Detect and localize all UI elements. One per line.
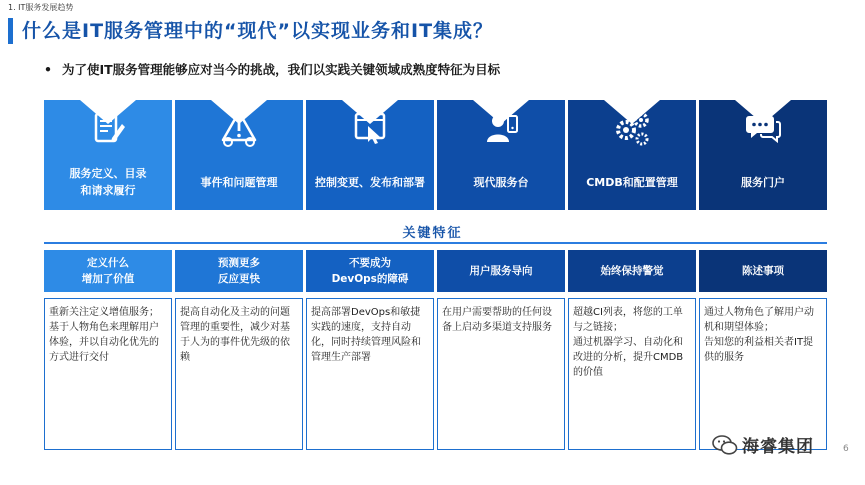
browser-click-icon: [350, 108, 390, 148]
area-card-2: [175, 100, 303, 210]
gears-icon: [612, 108, 652, 148]
description-box-6: 通过人物角色了解用户动机和期望体验； 告知您的利益相关者IT提供的服务: [699, 298, 827, 450]
area-label: 事件和问题管理: [200, 175, 278, 189]
brand-watermark: [712, 432, 814, 457]
area-label: 现代服务台: [473, 175, 529, 189]
wechat-icon: [712, 434, 738, 456]
page-number: 6: [843, 444, 849, 454]
brand-name: 海睿集团: [742, 437, 814, 457]
area-card-6: [699, 100, 827, 210]
area-label: CMDB和配置管理: [586, 175, 678, 189]
subtitle-text: 为了使IT服务管理能够应对当今的挑战，我们以实践关键领域成熟度特征为目标: [62, 62, 501, 77]
feature-box-5: 始终保持警觉: [568, 250, 696, 292]
area-card-3: [306, 100, 434, 210]
area-card-4: [437, 100, 565, 210]
subtitle-bullet: • 为了使IT服务管理能够应对当今的挑战，我们以实践关键领域成熟度特征为目标: [44, 62, 501, 77]
area-card-1: [44, 100, 172, 210]
title-accent-bar: [8, 18, 13, 44]
feature-box-4: 用户服务导向: [437, 250, 565, 292]
area-label: 服务定义、目录 和请求履行: [69, 167, 147, 197]
agent-phone-icon: [481, 108, 521, 148]
description-box-2: 提高自动化及主动的问题管理的重要性，减少对基于人为的事件优先级的依赖: [175, 298, 303, 450]
area-label: 服务门户: [741, 175, 785, 189]
description-box-5: 超越CI列表，将您的工单与之链接； 通过机器学习、自动化和改进的分析，提升CMDB的价值: [568, 298, 696, 450]
feature-box-3: 不要成为 DevOps的障碍: [306, 250, 434, 292]
chat-bubbles-icon: [743, 108, 783, 148]
key-features-divider: [44, 242, 827, 244]
key-features-heading: 关键特征: [402, 226, 463, 241]
description-box-4: 在用户需要帮助的任何设备上启动多渠道支持服务: [437, 298, 565, 450]
page-title: 什么是IT服务管理中的“现代”以实现业务和IT集成？: [22, 20, 494, 42]
feature-box-2: 预测更多 反应更快: [175, 250, 303, 292]
breadcrumb: 1. IT服务发展趋势: [8, 3, 74, 12]
description-box-1: 重新关注定义增值服务； 基于人物角色来理解用户体验，并以自动化优先的方式进行交付: [44, 298, 172, 450]
warning-gear-icon: [219, 108, 259, 148]
area-card-5: [568, 100, 696, 210]
area-label: 控制变更、发布和部署: [315, 175, 425, 189]
description-box-3: 提高部署DevOps和敏捷实践的速度，支持自动化，同时持续管理风险和管理生产部署: [306, 298, 434, 450]
feature-box-6: 陈述事项: [699, 250, 827, 292]
feature-box-1: 定义什么 增加了价值: [44, 250, 172, 292]
document-pen-icon: [88, 108, 128, 148]
